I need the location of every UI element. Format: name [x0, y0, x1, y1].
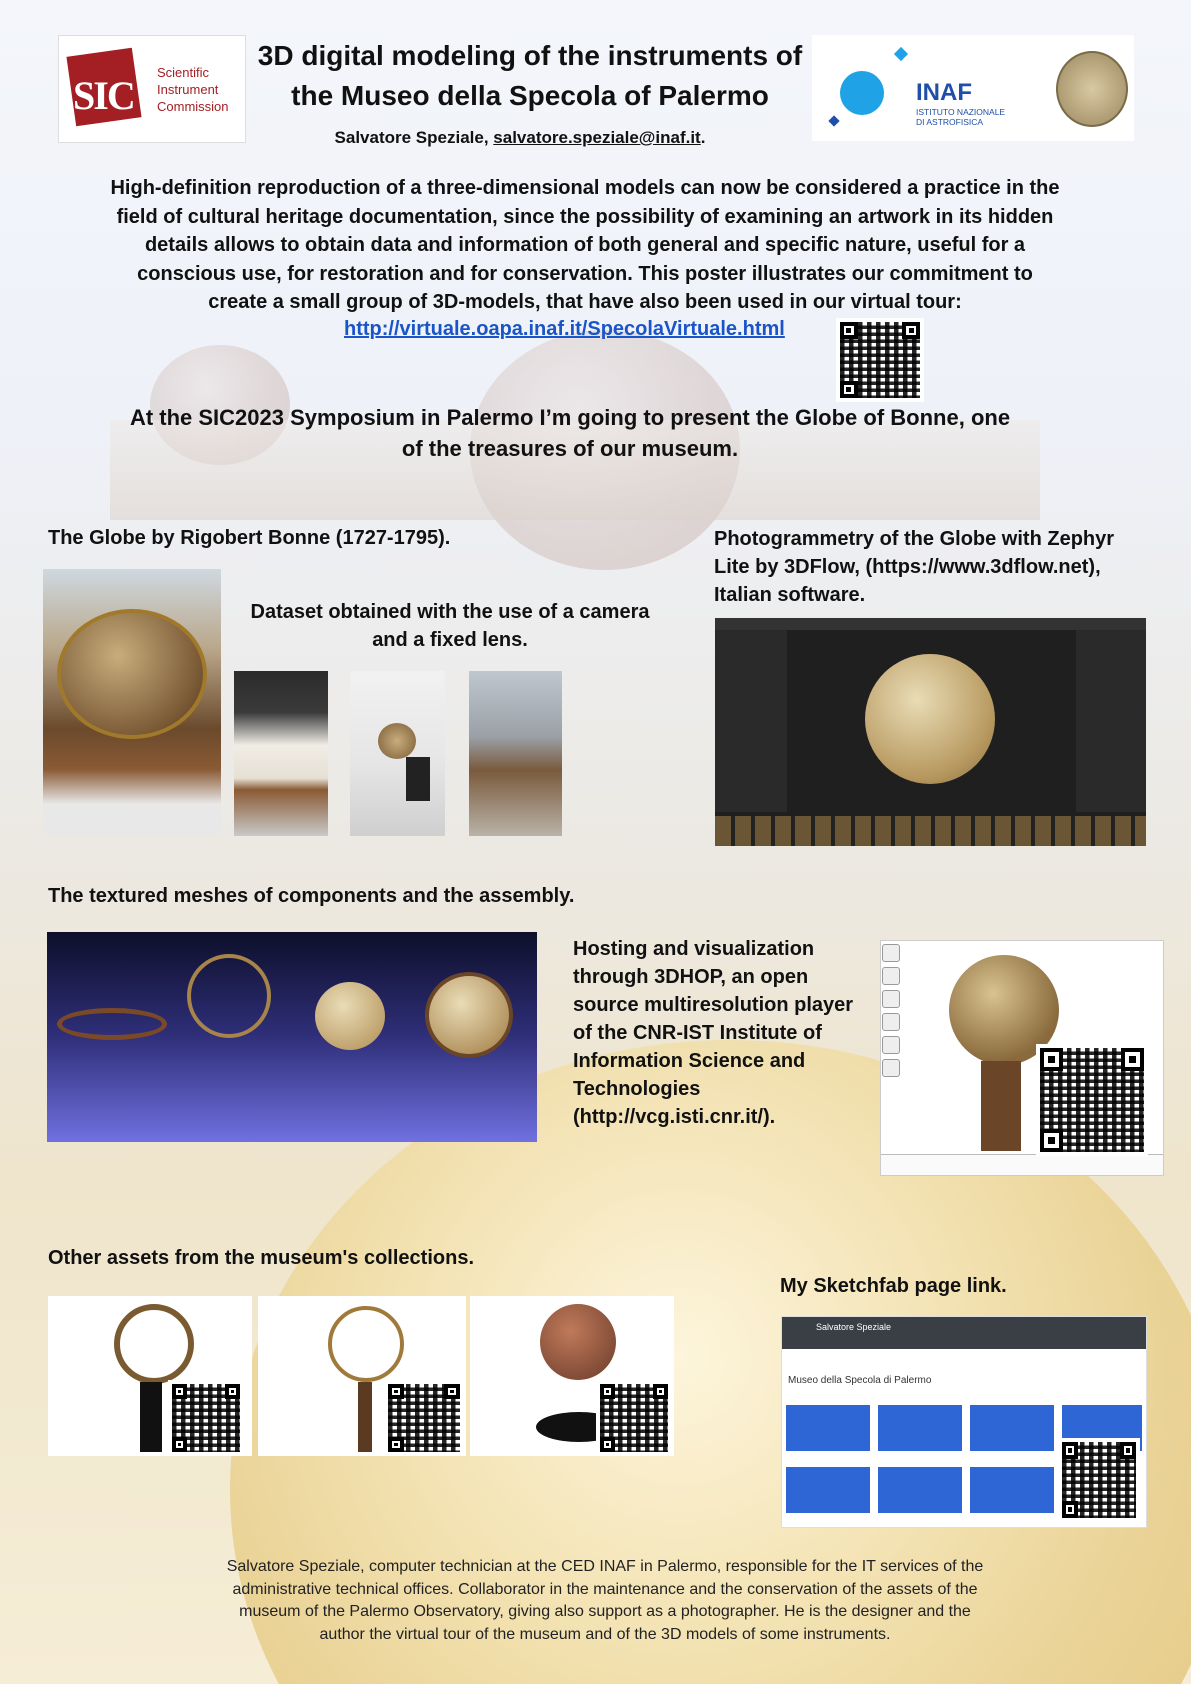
sketchfab-qr-code[interactable] [1058, 1438, 1140, 1522]
3dhop-toolbar [882, 944, 900, 1082]
zoom-out-icon[interactable] [882, 990, 900, 1008]
other-assets-heading: Other assets from the museum's collections. [48, 1247, 474, 1269]
virtual-tour-link[interactable]: http://virtuale.oapa.inaf.it/SpecolaVirtuale.html [344, 318, 785, 340]
sketchfab-collection-title: Museo della Specola di Palermo [788, 1375, 932, 1386]
poster-title: 3D digital modeling of the instruments of the Museo della Specola of Palermo [257, 40, 803, 111]
armillary-sphere-2-qr-code[interactable] [384, 1380, 464, 1456]
inaf-logo-diamond-small [828, 115, 839, 126]
dataset-photo-2 [350, 671, 445, 836]
armillary-sphere-qr-code[interactable] [168, 1380, 244, 1456]
inaf-logo-diamond [894, 47, 908, 61]
dataset-photo-3 [469, 671, 562, 836]
textured-meshes-render [47, 932, 537, 1142]
sic-logo-text: Scientific Instrument Commission [157, 65, 229, 114]
photogrammetry-heading: Photogrammetry of the Globe with Zephyr Lite by 3DFlow, (https://www.3dflow.net), Italian software. [714, 528, 1115, 606]
inaf-logo-subtitle: ISTITUTO NAZIONALE DI ASTROFISICA [916, 107, 1006, 127]
light-icon[interactable] [882, 1013, 900, 1031]
hosting-text: Hosting and visualization through 3DHOP, an open source multiresolution player of the CNR-IST Institute of Information Science and Technologies (http://vcg.isti.cnr.it/). [573, 938, 854, 1128]
3dhop-qr-code[interactable] [1036, 1044, 1148, 1156]
celestial-globe-qr-code[interactable] [596, 1380, 672, 1456]
observatory-seal [1056, 51, 1128, 127]
dataset-photo-1 [234, 671, 328, 836]
author-bio: Salvatore Speziale, computer technician at the CED INAF in Palermo, responsible for the IT services of the administrative technical offices. Collaborator in the maintenance and the conservation of the assets of the museum of the Palermo Observatory, giving also support as a photographer. He is the designer and the author the virtual tour of the museum and of the 3D models of some instruments. [226, 1558, 984, 1643]
fullscreen-icon[interactable] [882, 1059, 900, 1077]
dataset-heading: Dataset obtained with the use of a camera and a fixed lens. [250, 601, 650, 651]
sic-logo-letters: SIC [73, 73, 134, 118]
zephyr-screenshot [715, 618, 1146, 846]
author-line: Salvatore Speziale, salvatore.speziale@inaf.it. [334, 128, 706, 147]
inaf-logo-circle [840, 71, 884, 115]
inaf-logo-name: INAF [916, 79, 972, 106]
meshes-heading: The textured meshes of components and the assembly. [48, 885, 575, 907]
symposium-announcement: At the SIC2023 Symposium in Palermo I’m going to present the Globe of Bonne, one of the treasures of our museum. [129, 405, 1011, 461]
zoom-in-icon[interactable] [882, 967, 900, 985]
globe-heading: The Globe by Rigobert Bonne (1727-1795). [48, 527, 451, 549]
globe-photo [43, 569, 221, 836]
author-name: Salvatore Speziale, [334, 128, 494, 147]
virtual-tour-qr-code[interactable] [836, 318, 924, 402]
measure-icon[interactable] [882, 1036, 900, 1054]
intro-paragraph: High-definition reproduction of a three-dimensional models can now be considered a practice in the field of cultural heritage documentation, since the possibility of examining an artwork in its hidden details allows to obtain data and information of both general and specific nature, useful for a conscious use, for restoration and for conservation. This poster illustrates our commitment to create a small group of 3D-models, that have also been used in our virtual tour: [110, 177, 1060, 313]
inaf-logo [812, 35, 1134, 141]
home-icon[interactable] [882, 944, 900, 962]
sic-logo [58, 35, 246, 143]
author-email-link[interactable]: salvatore.speziale@inaf.it [493, 128, 701, 147]
sketchfab-heading: My Sketchfab page link. [780, 1275, 1007, 1297]
sketchfab-user: Salvatore Speziale [816, 1322, 892, 1332]
